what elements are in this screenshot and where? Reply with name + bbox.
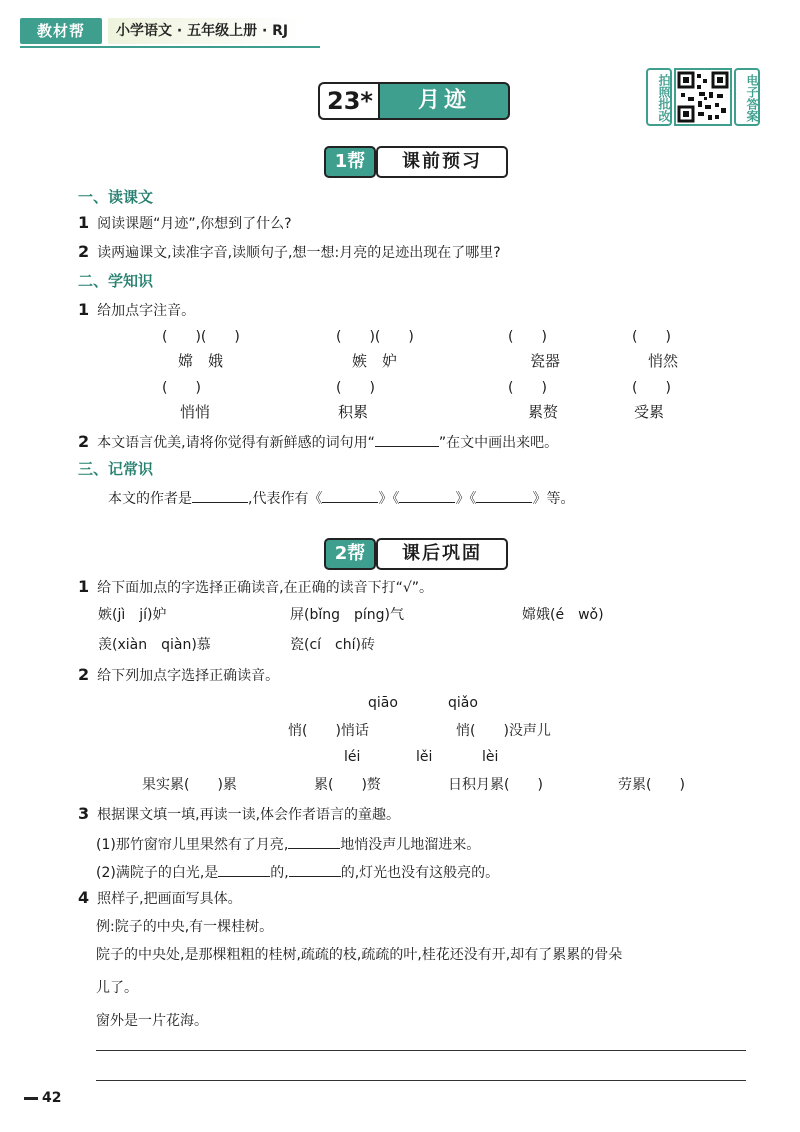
page-dash (24, 1097, 38, 1100)
lesson-name: 月迹 (378, 82, 510, 120)
question (78, 430, 558, 453)
question-number: 1 (78, 300, 90, 319)
pinyin-answer-box[interactable]: ( ) (632, 380, 671, 396)
question (78, 213, 292, 234)
dotted-word: 受累 (634, 403, 665, 421)
answer-blank[interactable] (288, 832, 340, 849)
fill-text: 本文的作者是 (108, 491, 192, 507)
section-name: 课前预习 (376, 146, 508, 178)
section-name: 课后巩固 (376, 538, 508, 570)
work-blank[interactable] (399, 486, 455, 503)
example-sentence: 例:院子的中央,有一棵桂树。 (96, 919, 274, 935)
question-number: 2 (78, 242, 90, 261)
pinyin-choice[interactable]: 瓷(cí chí)砖 (290, 637, 375, 653)
question (78, 577, 433, 598)
question-text: 读两遍课文,读准字音,读顺句子,想一想:月亮的足迹出现在了哪里? (97, 245, 501, 261)
phrase-with-blank[interactable]: 悄( )悄话 (288, 723, 369, 739)
question (78, 888, 242, 909)
example-paragraph-line: 儿了。 (96, 980, 138, 996)
question (78, 300, 195, 321)
dotted-word: 嫦 娥 (178, 352, 224, 370)
section-number: 2帮 (324, 538, 376, 570)
page-number (24, 1090, 61, 1106)
header-rule (20, 46, 320, 48)
question-number: 1 (78, 213, 90, 232)
fill-text: (2)满院子的白光,是 (96, 865, 219, 881)
pinyin-option: qiāo (368, 695, 398, 711)
phrase-with-blank[interactable]: 悄( )没声儿 (456, 723, 551, 739)
question-number: 2 (78, 665, 90, 684)
part1-heading: 一、读课文 (78, 188, 154, 206)
dotted-word: 累赘 (528, 403, 559, 421)
dotted-word: 嫉 妒 (352, 352, 398, 370)
brand-badge: 教材帮 (20, 18, 102, 44)
fill-text: (1)那竹窗帘儿里果然有了月亮, (96, 837, 289, 853)
dotted-word: 悄然 (648, 352, 679, 370)
question-number: 2 (78, 432, 90, 451)
fill-in-line (108, 486, 574, 509)
question-text: 照样子,把画面写具体。 (97, 891, 242, 907)
fill-text: 的,灯光也没有这般亮的。 (340, 865, 500, 881)
pinyin-answer-box[interactable]: ( )( ) (162, 329, 240, 345)
qr-right-label: 电子答案 (734, 68, 760, 126)
question-text: ”在文中画出来吧。 (438, 435, 559, 451)
fill-in-line (96, 860, 499, 883)
pinyin-answer-box[interactable]: ( ) (162, 380, 201, 396)
pinyin-choice[interactable]: 羡(xiàn qiàn)慕 (98, 637, 211, 653)
pinyin-answer-box[interactable]: ( ) (508, 329, 547, 345)
question-number: 4 (78, 888, 90, 907)
question-text: 根据课文填一填,再读一读,体会作者语言的童趣。 (97, 807, 401, 823)
example-paragraph-line: 院子的中央处,是那棵粗粗的桂树,疏疏的枝,疏疏的叶,桂花还没有开,却有了累累的骨朵 (96, 947, 623, 963)
question (78, 804, 400, 825)
fill-text: 的, (270, 865, 289, 881)
dotted-word: 积累 (338, 403, 369, 421)
pinyin-option: lěi (416, 749, 433, 765)
question-number: 3 (78, 804, 90, 823)
qr-code-icon[interactable] (674, 68, 732, 126)
question-text: 给下面加点的字选择正确读音,在正确的读音下打“√”。 (97, 580, 434, 596)
question-text: 阅读课题“月迹”,你想到了什么? (97, 216, 292, 232)
question-text: 本文语言优美,请将你觉得有新鲜感的词句用“ (97, 435, 375, 451)
question-text: 给下列加点字选择正确读音。 (97, 668, 280, 684)
pinyin-choice[interactable]: 嫉(jì jí)妒 (98, 607, 167, 623)
series-title: 小学语文 · 五年级上册 · RJ (108, 18, 302, 44)
pinyin-answer-box[interactable]: ( ) (336, 380, 375, 396)
pinyin-answer-box[interactable]: ( ) (632, 329, 671, 345)
lesson-title (318, 82, 508, 120)
pinyin-choice[interactable]: 嫦娥(é wǒ) (522, 607, 604, 623)
fill-text: 地悄没声儿地溜进来。 (340, 837, 481, 853)
work-blank[interactable] (476, 486, 532, 503)
part3-heading: 三、记常识 (78, 460, 154, 478)
writing-line[interactable] (96, 1080, 746, 1081)
section-number: 1帮 (324, 146, 376, 178)
section-banner-2 (324, 538, 508, 568)
fill-text: 》《 (455, 491, 477, 507)
dotted-word: 悄悄 (180, 403, 211, 421)
answer-blank[interactable] (289, 860, 341, 877)
section-banner-1 (324, 146, 508, 176)
question (78, 665, 279, 686)
phrase-with-blank[interactable]: 劳累( ) (618, 777, 685, 793)
fill-text: ,代表作有《 (248, 491, 323, 507)
qr-left-label: 拍照批改 (646, 68, 672, 126)
page-number-text: 42 (42, 1090, 62, 1106)
phrase-with-blank[interactable]: 累( )赘 (314, 777, 381, 793)
pinyin-option: lèi (482, 749, 499, 765)
pinyin-answer-box[interactable]: ( ) (508, 380, 547, 396)
fill-text: 》《 (378, 491, 400, 507)
pinyin-option: léi (344, 749, 361, 765)
task-sentence: 窗外是一片花海。 (96, 1013, 208, 1029)
question (78, 242, 501, 263)
work-blank[interactable] (322, 486, 378, 503)
pinyin-option: qiǎo (448, 695, 478, 711)
phrase-with-blank[interactable]: 日积月累( ) (448, 777, 543, 793)
phrase-with-blank[interactable]: 果实累( )累 (142, 777, 237, 793)
writing-line[interactable] (96, 1050, 746, 1051)
dotted-word: 瓷器 (530, 352, 561, 370)
pinyin-choice[interactable]: 屏(bǐng píng)气 (290, 607, 404, 623)
question-text: 给加点字注音。 (97, 303, 196, 319)
answer-blank[interactable] (218, 860, 270, 877)
lesson-number: 23* (318, 82, 380, 120)
pinyin-answer-box[interactable]: ( )( ) (336, 329, 414, 345)
author-blank[interactable] (192, 486, 248, 503)
fill-text: 》等。 (532, 491, 575, 507)
part2-heading: 二、学知识 (78, 272, 154, 290)
answer-blank[interactable] (375, 430, 439, 447)
question-number: 1 (78, 577, 90, 596)
fill-in-line (96, 832, 480, 855)
